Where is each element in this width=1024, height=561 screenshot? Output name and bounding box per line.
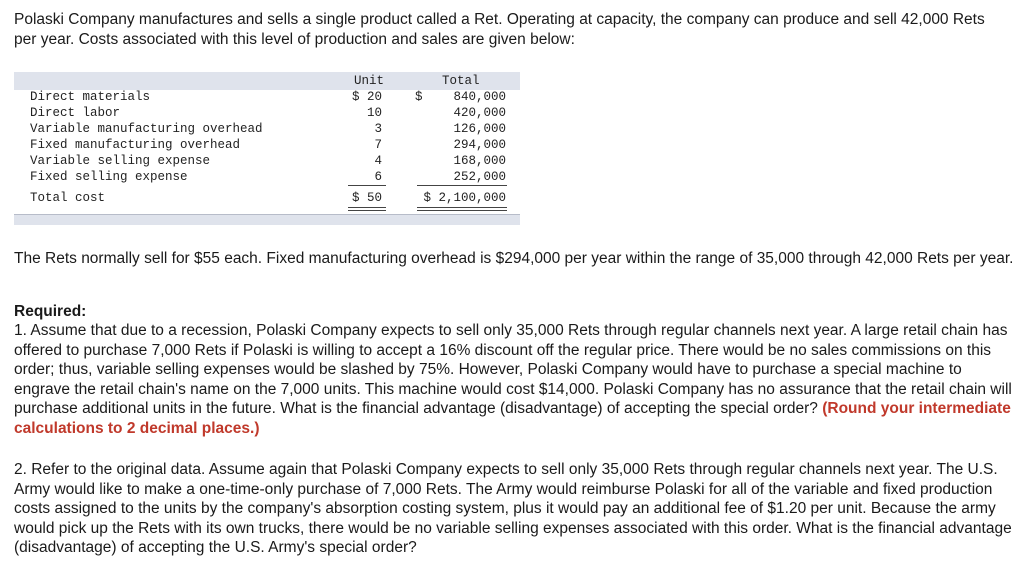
question-1: [14, 321, 1014, 438]
unit-column-header: Unit: [354, 74, 385, 88]
table-row: [14, 138, 520, 154]
row-total-cost: 126,000: [453, 122, 506, 136]
table-row: [14, 170, 520, 186]
table-footer-band: [14, 214, 520, 225]
total-cost-label: Total cost: [30, 191, 106, 205]
row-unit-cost: 6: [374, 170, 382, 184]
table-row: [14, 122, 520, 138]
row-total-cost: 294,000: [453, 138, 506, 152]
row-label: Fixed selling expense: [30, 170, 188, 184]
selling-price-note: The Rets normally sell for $55 each. Fixed manufacturing overhead is $294,000 per year within the range of 35,000 through 42,000 Rets per year.: [14, 250, 1014, 267]
table-row: [14, 90, 520, 106]
row-unit-cost: 3: [374, 122, 382, 136]
required-heading: Required:: [14, 303, 87, 320]
total-cost-value: $ 2,100,000: [423, 191, 506, 205]
row-label: Variable manufacturing overhead: [30, 122, 263, 136]
row-total-cost: 252,000: [453, 170, 506, 184]
question-2: 2. Refer to the original data. Assume again that Polaski Company expects to sell only 35,000 Rets through regular channels next year. The U.S. Army would like to make a one-time-only purchase of 7,000 Rets. The Army would reimburse Polaski for all of the variable and fixed production costs assigned to the units by the company's absorption costing system, plus it would pay an additional fee of $1.20 per unit. Because the army would pick up the Rets with its own trucks, there would be no variable selling expenses associated with this order. What is the financial advantage (disadvantage) of accepting the U.S. Army's special order?: [14, 461, 1012, 556]
row-total-cost: 840,000: [453, 90, 506, 104]
problem-intro: Polaski Company manufactures and sells a single product called a Ret. Operating at capacity, the company can produce and sell 42,000 Rets per year. Costs associated with this level of production and sales are given below:: [14, 11, 985, 48]
row-unit-cost: 7: [374, 138, 382, 152]
total-subtotal-rule: [417, 185, 507, 186]
total-unit-cost: $ 50: [351, 191, 382, 205]
row-label: Fixed manufacturing overhead: [30, 138, 241, 152]
row-unit-cost: 4: [374, 154, 382, 168]
total-double-rule: [417, 207, 507, 211]
table-total-row: [14, 191, 520, 207]
rounding-hint: (Round your intermediate calculations to 2 decimal places.): [14, 400, 1011, 437]
unit-total-double-rule: [348, 207, 386, 211]
row-total-cost: 420,000: [453, 106, 506, 120]
table-row: [14, 154, 520, 170]
row-total-cost: 168,000: [453, 154, 506, 168]
question-1-text: 1. Assume that due to a recession, Polaski Company expects to sell only 35,000 Rets through regular channels next year. A large retail chain has offered to purchase 7,000 Rets if Polaski is willing to accept a 16% discount off the regular price. There would be no sales commissions on this order; thus, variable selling expenses would be slashed by 75%. However, Polaski Company would have to purchase a special machine to engrave the retail chain's name on the 7,000 units. This machine would cost $14,000. Polaski Company has no assurance that the retail chain will purchase additional units in the future. What is the financial advantage (disadvantage) of accepting the special order?: [14, 322, 1012, 417]
row-unit-cost: 10: [366, 106, 382, 120]
total-column-header: Total: [442, 74, 480, 88]
unit-subtotal-rule: [348, 185, 386, 186]
row-label: Direct labor: [30, 106, 121, 120]
row-label: Variable selling expense: [30, 154, 211, 168]
cost-table: [14, 72, 520, 225]
row-unit-cost: $ 20: [351, 90, 382, 104]
row-dollar-sign: $: [415, 90, 423, 104]
row-label: Direct materials: [30, 90, 151, 104]
table-row: [14, 106, 520, 122]
